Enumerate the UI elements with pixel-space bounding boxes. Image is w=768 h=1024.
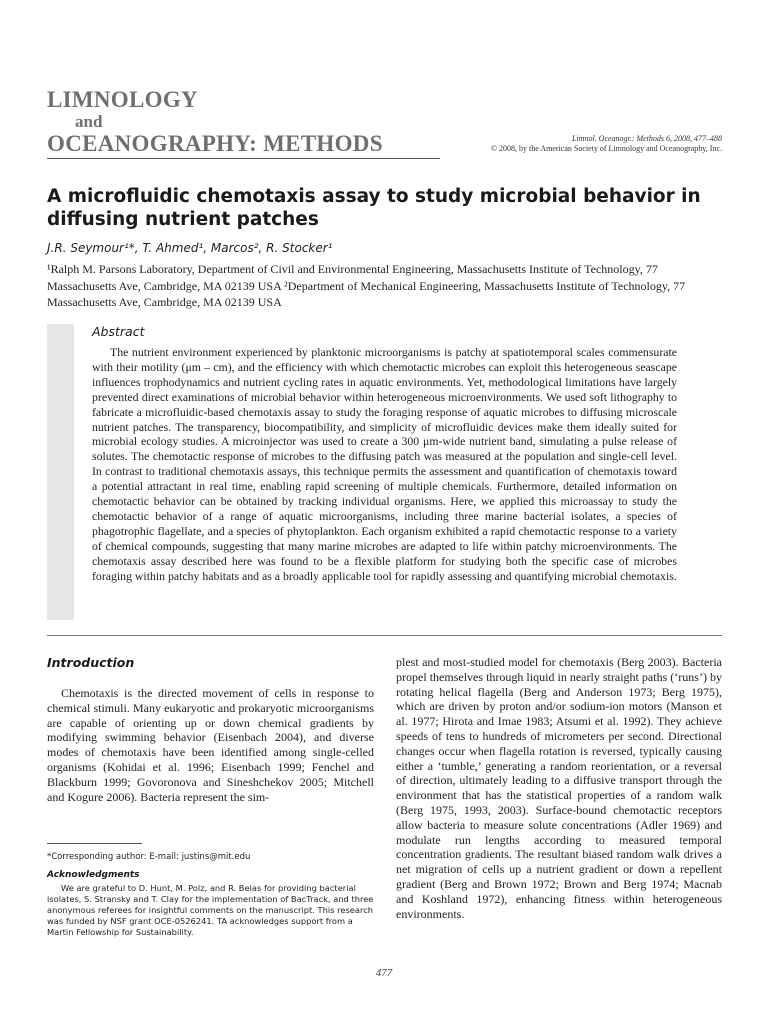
- acknowledgments-body: We are grateful to D. Hunt, M. Polz, and R. Belas for providing bacterial isolates, S. Stransky and T. Clay for the implementation of BacTrack, and three anonymous referees for insightful comments on the manuscript. This research was funded by NSF grant OCE-0526241. TA acknowledges support from a Martin Fellowship for Sustainability.: [47, 883, 374, 938]
- copyright-notice: © 2008, by the American Society of Limnology and Oceanography, Inc.: [490, 144, 722, 153]
- journal-name-line3: OCEANOGRAPHY: METHODS: [47, 131, 383, 156]
- introduction-right-column: plest and most-studied model for chemotaxis (Berg 2003). Bacteria propel themselves through liquid in nearly straight paths (‘runs’) by rotating helical flagella (Berg and Anderson 1973; Berg 1975), which are driven by proton and/or sodium-ion motors (Manson et al. 1977; Hirota and Imae 1983; Atsumi et al. 1992). They achieve speeds of tens to hundreds of micrometers per second. Directional changes occur when flagella rotation is reversed, typically causing either a ‘tumble,’ generating a random reorientation, or a reversal of direction, ultimately leading to a diffusive transport through the environment that has the statistical properties of a random walk (Berg 1975, 1993, 2003). Surface-bound chemotactic receptors allow bacteria to measure solute concentrations (Adler 1969) and modulate run lengths according to measured temporal concentration gradients. The resultant biased random walk drives a net migration of cells up a nutrient gradient or down a repellent gradient (Berg and Brown 1972; Brown and Berg 1974; Macnab and Koshland 1972), enhancing fitness within heterogeneous environments.: [396, 655, 722, 921]
- corresponding-author-note: *Corresponding author: E-mail: justins@mit.edu: [47, 852, 251, 862]
- journal-name-line2: and: [75, 112, 103, 131]
- author-list: J.R. Seymour¹*, T. Ahmed¹, Marcos², R. Stocker¹: [47, 241, 333, 255]
- journal-masthead: [47, 88, 383, 155]
- abstract-sidebar-bar: [47, 324, 74, 620]
- citation-block: [491, 134, 722, 154]
- journal-name-line1: LIMNOLOGY: [47, 87, 198, 112]
- introduction-left-column: Chemotaxis is the directed movement of cells in response to chemical stimuli. Many eukaryotic and prokaryotic microorganisms are capable of orienting up or down chemical gradients by modifying swimming behavior (Eisenbach 2004), and diverse modes of chemotaxis have been identified among single-celled organisms (Kohidai et al. 1996; Eisenbach 1999; Fenchel and Blackburn 1999; Govoronova and Sineshchekov 2005; Mitchell and Kogure 2006). Bacteria represent the sim-: [47, 686, 374, 804]
- author-affiliations: ¹Ralph M. Parsons Laboratory, Department of Civil and Environmental Engineering, Massachusetts Institute of Technology, 77 Massachusetts Ave, Cambridge, MA 02139 USA ²Department of Mechanical Engineering, Massachusetts Institute of Technology, 77 Massachusetts Ave, Cambridge, MA 02139 USA: [47, 262, 686, 309]
- acknowledgments-heading: Acknowledgments: [47, 870, 140, 880]
- abstract-heading: Abstract: [92, 324, 145, 339]
- footnote-divider: [47, 843, 142, 844]
- abstract-body: The nutrient environment experienced by planktonic microorganisms is patchy at spatiotemporal scales commensurate with their motility (μm – cm), and the efficiency with which chemotactic microbes can exploit this heterogeneous seascape influences trophodynamics and nutrient cycling rates in aquatic environments. Yet, methodological limitations have largely prevented direct examinations of microbial behavior within heterogeneous microenvironments. We used soft lithography to fabricate a microfluidic-based chemotaxis assay to study the foraging response of aquatic microbes to diffusing microscale nutrient patches. The transparency, biocompatibility, and simplicity of microfluidic devices make them ideally suited for microbial ecology studies. A microinjector was used to create a 300 μm-wide nutrient band, simulating a pulse release of solutes. The chemotactic response of microbes to the diffusing patch was measured at the population and single-cell level. In contrast to traditional chemotaxis assays, this technique permits the assessment and quantification of chemotaxis toward a potential attractant in real time, enabling rapid screening of multiple chemicals. Furthermore, detailed information on chemotactic behavior can be obtained by tracking individual organisms. Here, we applied this microassay to study the chemotactic behavior of a range of aquatic microorganisms, including three marine bacterial isolates, a species of phagotrophic flagellate, and a species of phytoplankton. Each organism exhibited a rapid chemotactic response to a variety of chemical compounds, suggesting that many marine microbes are adapted to life within patchy microenvironments. The chemotaxis assay described here was found to be a flexible platform for studying both the specific case of microbes foraging within patchy habitats and as a broadly applicable tool for rapidly assessing and quantifying microbial chemotaxis.: [92, 345, 677, 583]
- page-number: 477: [375, 967, 393, 979]
- citation-reference: Limnol. Oceanogr.: Methods 6, 2008, 477–488: [572, 134, 722, 143]
- introduction-heading: Introduction: [47, 655, 135, 670]
- header-divider: [47, 158, 440, 159]
- article-title: A microfluidic chemotaxis assay to study microbial behavior in diffusing nutrient patches: [47, 186, 701, 230]
- section-divider: [47, 635, 722, 636]
